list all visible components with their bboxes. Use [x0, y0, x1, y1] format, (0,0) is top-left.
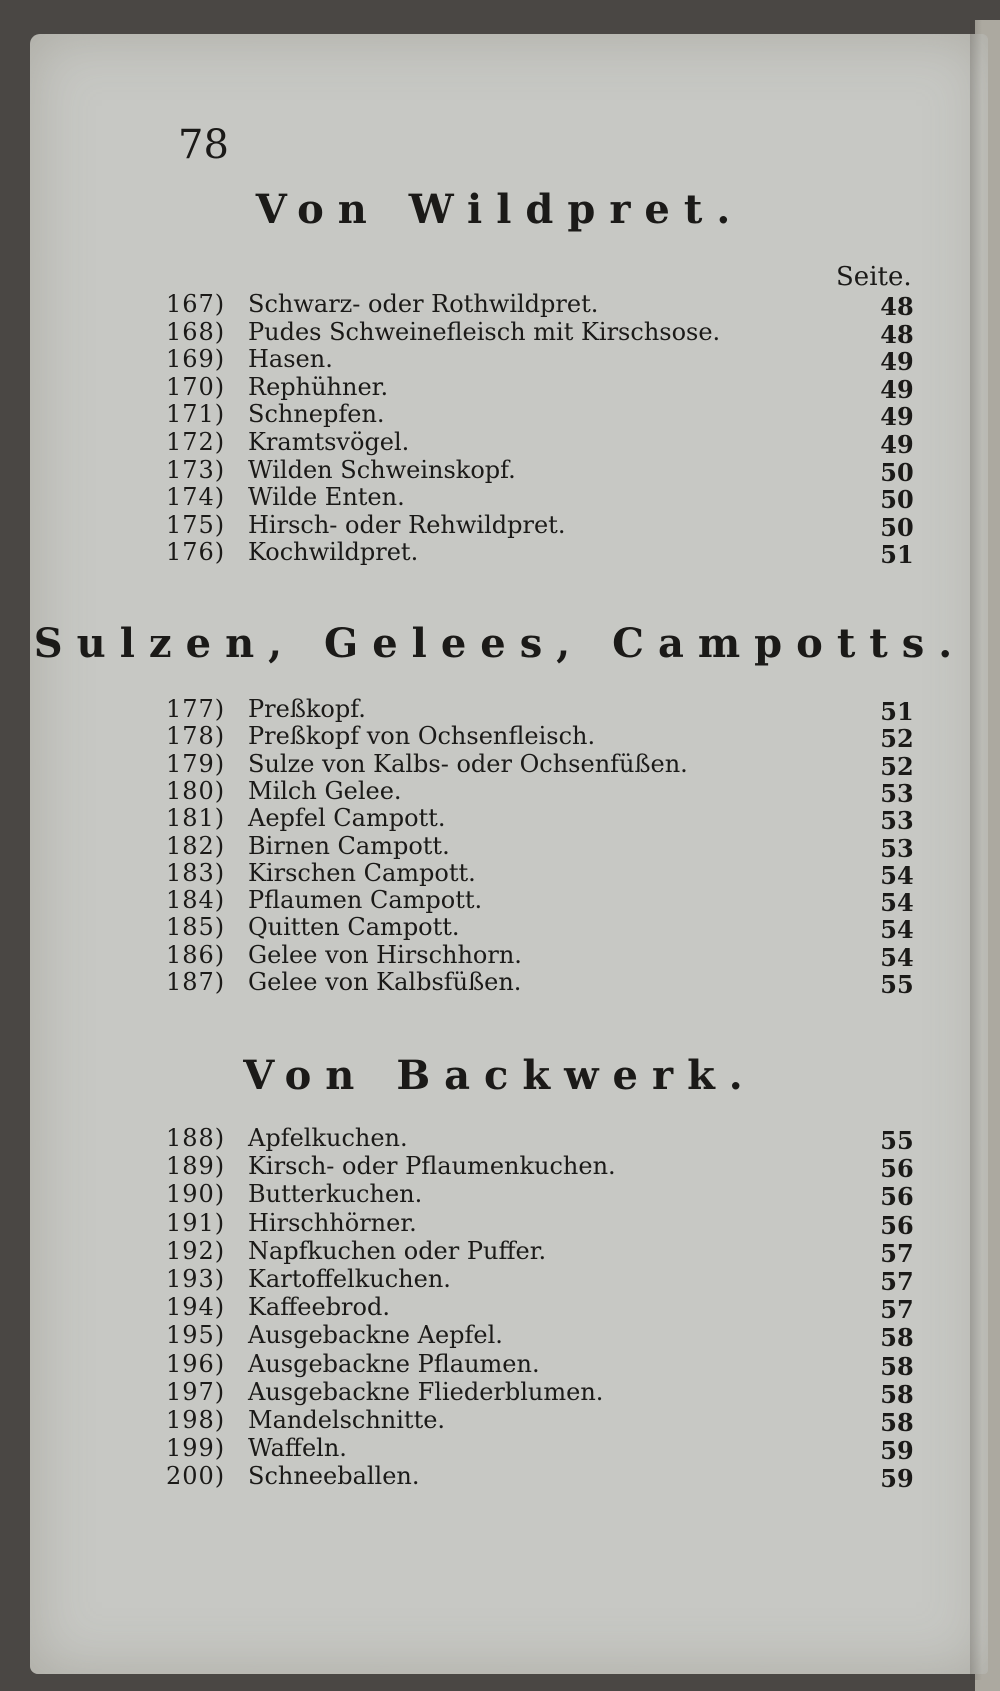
- entry-number: 176): [166, 538, 226, 567]
- list-item: [0, 372, 1000, 404]
- entry-title: Milch Gelee.: [248, 776, 402, 805]
- entry-number: 191): [166, 1208, 226, 1237]
- list-item: [0, 1124, 1000, 1155]
- page-number: 78: [178, 122, 229, 168]
- entry-number: 169): [166, 345, 226, 374]
- entry-page-number: 50: [880, 485, 914, 515]
- entry-page-number: 55: [880, 970, 914, 999]
- entry-number: 196): [166, 1349, 226, 1378]
- entry-page-number: 58: [880, 1408, 914, 1437]
- section-title-backwerk: Von Backwerk.: [243, 1052, 757, 1099]
- entry-title: Rephühner.: [248, 372, 389, 401]
- list-item: [0, 1321, 1000, 1353]
- entry-page-number: 53: [880, 833, 914, 863]
- list-item: [0, 695, 1000, 726]
- entry-number: 200): [166, 1462, 226, 1491]
- entry-page-number: 49: [880, 374, 914, 404]
- entry-page-number: 58: [880, 1323, 914, 1353]
- entry-page-number: 59: [880, 1464, 914, 1494]
- list-item: [0, 1434, 1000, 1466]
- entry-page-number: 49: [880, 430, 914, 459]
- list-item: [0, 722, 1000, 754]
- entry-title: Gelee von Hirschhorn.: [248, 940, 522, 969]
- entry-title: Kaffeebrod.: [248, 1293, 390, 1322]
- entry-page-number: 52: [880, 724, 914, 754]
- list-item: [0, 455, 1000, 487]
- list-item: [0, 1152, 1000, 1184]
- entry-title: Sulze von Kalbs- oder Ochsenfüßen.: [248, 749, 688, 778]
- list-item: [0, 831, 1000, 863]
- list-item: [0, 483, 1000, 515]
- section-title-wildpret: Von Wildpret.: [255, 186, 745, 233]
- entry-page-number: 50: [880, 512, 914, 542]
- list-item: [0, 776, 1000, 808]
- list-item: [0, 913, 1000, 945]
- column-header-seite: Seite.: [836, 262, 912, 292]
- entry-page-number: 57: [880, 1295, 914, 1325]
- entry-title: Preßkopf von Ochsenfleisch.: [248, 722, 596, 751]
- entry-title: Kartoffelkuchen.: [248, 1265, 451, 1293]
- list-item: [0, 1293, 1000, 1325]
- entry-page-number: 55: [880, 1126, 914, 1155]
- entry-number: 182): [166, 831, 226, 860]
- entry-title: Gelee von Kalbsfüßen.: [248, 968, 522, 996]
- entry-number: 186): [166, 940, 226, 969]
- entry-title: Kirsch- oder Pflaumenkuchen.: [248, 1152, 616, 1181]
- entry-title: Napfkuchen oder Puffer.: [248, 1236, 547, 1265]
- entry-number: 177): [166, 695, 226, 723]
- entry-number: 185): [166, 913, 226, 942]
- entry-title: Ausgebackne Fliederblumen.: [248, 1377, 604, 1406]
- entry-page-number: 56: [880, 1182, 914, 1212]
- entry-title: Mandelschnitte.: [248, 1406, 446, 1434]
- entry-title: Hirschhörner.: [248, 1208, 417, 1237]
- list-item: [0, 1265, 1000, 1296]
- entry-number: 181): [166, 804, 226, 833]
- entry-title: Waffeln.: [248, 1434, 347, 1463]
- list-item: [0, 749, 1000, 781]
- list-item: [0, 510, 1000, 542]
- entry-title: Kirschen Campott.: [248, 858, 476, 887]
- entry-number: 188): [166, 1124, 226, 1152]
- entry-number: 192): [166, 1236, 226, 1265]
- list-item: [0, 1236, 1000, 1268]
- entry-page-number: 51: [880, 697, 914, 726]
- entry-title: Aepfel Campott.: [248, 804, 446, 833]
- entry-title: Wilden Schweinskopf.: [248, 455, 516, 484]
- entry-title: Birnen Campott.: [248, 831, 450, 860]
- entry-title: Ausgebackne Aepfel.: [248, 1321, 503, 1350]
- entry-page-number: 48: [880, 319, 914, 349]
- entry-page-number: 54: [880, 860, 914, 890]
- entry-number: 193): [166, 1265, 226, 1293]
- entry-page-number: 50: [880, 457, 914, 487]
- entry-title: Preßkopf.: [248, 695, 366, 723]
- list-item: [0, 886, 1000, 918]
- entry-page-number: 53: [880, 806, 914, 836]
- list-item: [0, 858, 1000, 890]
- entry-title: Pflaumen Campott.: [248, 886, 483, 915]
- entry-page-number: 54: [880, 942, 914, 972]
- list-item: [0, 1406, 1000, 1437]
- entry-page-number: 54: [880, 915, 914, 945]
- entry-number: 190): [166, 1180, 226, 1209]
- entry-number: 195): [166, 1321, 226, 1350]
- entry-page-number: 48: [880, 292, 914, 321]
- entry-title: Apfelkuchen.: [248, 1124, 408, 1152]
- entry-title: Pudes Schweinefleisch mit Kirschsose.: [248, 317, 721, 346]
- section-title-sulzen: Sulzen, Gelees, Campotts.: [33, 620, 967, 667]
- entry-title: Schneeballen.: [248, 1462, 420, 1491]
- entry-number: 189): [166, 1152, 226, 1181]
- entry-number: 168): [166, 317, 226, 346]
- entry-title: Hasen.: [248, 345, 333, 374]
- entry-page-number: 56: [880, 1210, 914, 1240]
- entry-number: 184): [166, 886, 226, 915]
- entry-title: Wilde Enten.: [248, 483, 405, 512]
- entry-page-number: 57: [880, 1238, 914, 1268]
- entry-title: Schwarz- oder Rothwildpret.: [248, 290, 599, 318]
- entry-number: 199): [166, 1434, 226, 1463]
- entry-number: 172): [166, 428, 226, 456]
- entry-title: Quitten Campott.: [248, 913, 460, 942]
- entry-number: 170): [166, 372, 226, 401]
- entry-page-number: 54: [880, 888, 914, 918]
- entry-title: Ausgebackne Pflaumen.: [248, 1349, 540, 1378]
- entry-page-number: 59: [880, 1436, 914, 1466]
- list-item: [0, 290, 1000, 321]
- list-item: [0, 968, 1000, 999]
- list-item: [0, 345, 1000, 377]
- list-item: [0, 428, 1000, 459]
- list-item: [0, 1462, 1000, 1494]
- list-item: [0, 317, 1000, 349]
- list-item: [0, 804, 1000, 836]
- entry-number: 167): [166, 290, 226, 318]
- entry-page-number: 58: [880, 1379, 914, 1409]
- list-item: [0, 1180, 1000, 1212]
- entry-title: Kramtsvögel.: [248, 428, 410, 456]
- entry-title: Butterkuchen.: [248, 1180, 423, 1209]
- entry-page-number: 53: [880, 778, 914, 808]
- entry-number: 180): [166, 776, 226, 805]
- list-item: [0, 1377, 1000, 1409]
- entry-number: 178): [166, 722, 226, 751]
- list-item: [0, 1349, 1000, 1381]
- entry-page-number: 49: [880, 347, 914, 377]
- entry-title: Schnepfen.: [248, 400, 385, 429]
- entry-number: 175): [166, 510, 226, 539]
- entry-number: 194): [166, 1293, 226, 1322]
- entry-title: Hirsch- oder Rehwildpret.: [248, 510, 566, 539]
- entry-number: 173): [166, 455, 226, 484]
- list-item: [0, 538, 1000, 570]
- entry-page-number: 58: [880, 1351, 914, 1381]
- list-item: [0, 1208, 1000, 1240]
- entry-page-number: 49: [880, 402, 914, 432]
- list-item: [0, 940, 1000, 972]
- entry-number: 174): [166, 483, 226, 512]
- entry-page-number: 57: [880, 1267, 914, 1296]
- entry-number: 179): [166, 749, 226, 778]
- entry-page-number: 52: [880, 751, 914, 781]
- entry-number: 187): [166, 968, 226, 996]
- entry-title: Kochwildpret.: [248, 538, 419, 567]
- entry-number: 183): [166, 858, 226, 887]
- entry-number: 171): [166, 400, 226, 429]
- entry-page-number: 56: [880, 1154, 914, 1184]
- entry-page-number: 51: [880, 540, 914, 570]
- entry-number: 198): [166, 1406, 226, 1434]
- entry-number: 197): [166, 1377, 226, 1406]
- list-item: [0, 400, 1000, 432]
